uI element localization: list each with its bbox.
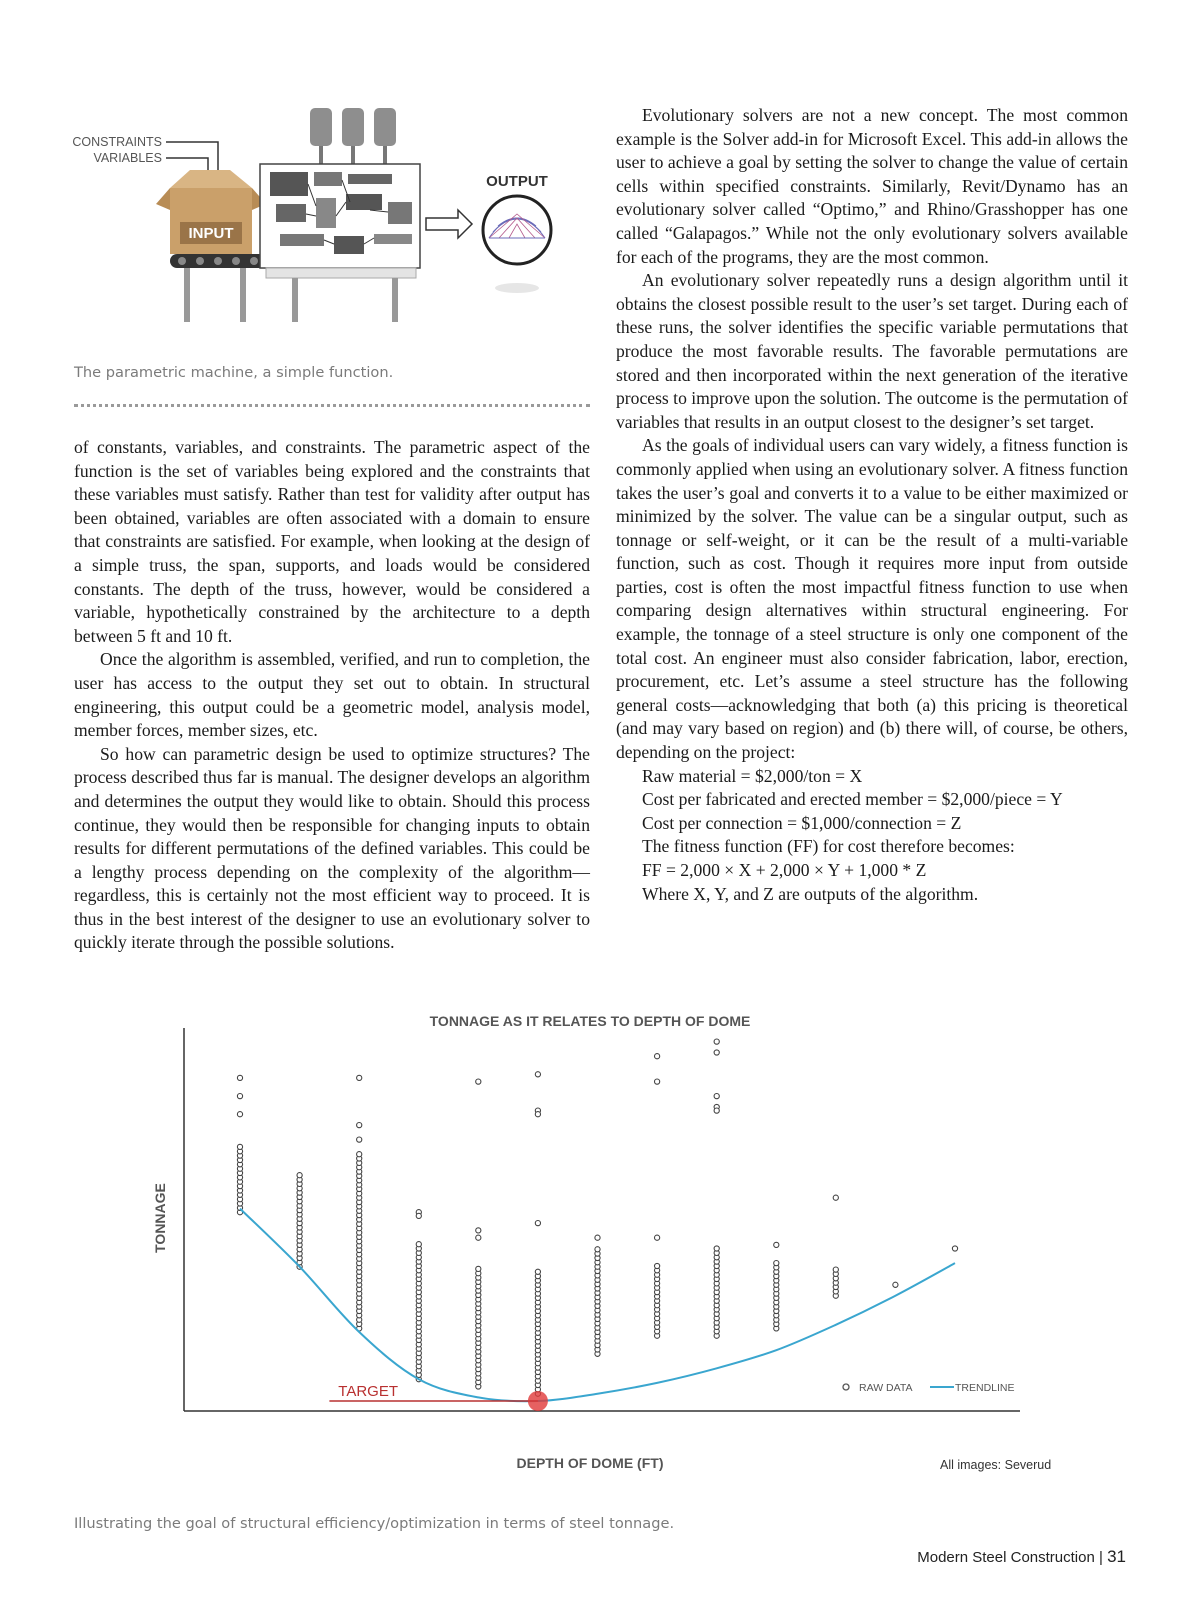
dotted-divider [74, 404, 590, 407]
algorithm-machine [260, 164, 420, 322]
paragraph: An evolutionary solver repeatedly runs a design algorithm until it obtains the closest possible result to the user’s set target. During each of these runs, the solver identifies the specific variable permutations that produce the most favorable results. The favorable permutations are stored and then incorporated within the next generation of the iterative process to improve upon the solution. The outcome is the permutation of variables that results in an output closest to the designer’s set target. [616, 270, 1128, 432]
paragraph: of constants, variables, and constraints. The parametric aspect of the function is the set of variables being explored and the constraints that these variables must satisfy. Rather than test for validity after output has been obtained, variables are often associated with a domain to ensure that constraints are satisfied. For example, when looking at the design of a simple truss, the span, supports, and loads would be considered constants. The depth of the truss, however, would be considered a variable, hypothetically constrained by the architecture to a depth between 5 ft and 10 ft. [74, 437, 590, 646]
output-label: OUTPUT [486, 173, 548, 190]
legend-raw-data-icon [843, 1384, 849, 1390]
parametric-machine-figure [70, 106, 600, 346]
variables-label: VARIABLES [93, 151, 162, 165]
processor-cylinders [310, 108, 396, 166]
raw-data-point [476, 1266, 481, 1271]
target-label: TARGET [338, 1383, 399, 1400]
raw-data-point [655, 1235, 660, 1240]
raw-data-point [535, 1221, 540, 1226]
target-marker [528, 1391, 548, 1411]
raw-data-point [774, 1261, 779, 1266]
figure2-caption: Illustrating the goal of structural efficiency/optimization in terms of steel tonnage. [74, 1515, 675, 1532]
raw-data-point [714, 1050, 719, 1055]
raw-data-point [714, 1039, 719, 1044]
raw-data-point [476, 1228, 481, 1233]
raw-data-point [535, 1269, 540, 1274]
cost-line: FF = 2,000 × X + 2,000 × Y + 1,000 * Z [642, 860, 927, 880]
page-number: 31 [1107, 1547, 1126, 1566]
raw-data-point [655, 1079, 660, 1084]
raw-data-point [655, 1263, 660, 1268]
raw-data-point [893, 1282, 898, 1287]
paragraph: So how can parametric design be used to optimize structures? The process described thus far is manual. The designer develops an algorithm and determines the output they would like to obtain. Should this process continue, they would then be responsible for changing inputs to obtain results for different permutations of the defined variables. This could be a lengthy process depending on the complexity of the algorithm—regardless, this is certainly not the most efficient way to proceed. It is thus in the best interest of the designer to use an evolutionary solver to quickly iterate through the possible solutions. [74, 743, 590, 953]
legend-raw-data-label: RAW DATA [859, 1382, 913, 1394]
input-label: INPUT [188, 225, 234, 242]
raw-data-point [535, 1112, 540, 1117]
raw-data-point [476, 1235, 481, 1240]
raw-data-point [237, 1094, 242, 1099]
raw-data-point [535, 1072, 540, 1077]
raw-data-point [476, 1079, 481, 1084]
legend-trendline-label: TRENDLINE [955, 1382, 1015, 1394]
raw-data-point [416, 1213, 421, 1218]
figure1-caption: The parametric machine, a simple function. [74, 364, 394, 381]
raw-data-point [833, 1267, 838, 1272]
chart-title: TONNAGE AS IT RELATES TO DEPTH OF DOME [429, 1013, 751, 1029]
left-column [74, 436, 590, 955]
paragraph: As the goals of individual users can vary widely, a fitness function is commonly applied when using an evolutionary solver. A fitness function takes the user’s goal and converts it to a value to be either maximized or minimized by the solver. The value can be a singular output, such as tonnage or self-weight, or it can be the result of a multi-variable function, such as cost. Though it requires more input from outside parties, cost is often the most impactful fitness function to use when comparing design alternatives within structural engineering. For example, the tonnage of a steel structure is only one component of the total cost. An engineer must also consider fabrication, labor, erection, procurement, etc. Let’s assume a steel structure has the following general costs—acknowledging that both (a) this pricing is theoretical (and may vary based on region) and (b) there will, of course, be others, depending on the project: [616, 435, 1128, 763]
cost-line: Raw material = $2,000/ton = X [642, 765, 863, 786]
raw-data-point [714, 1094, 719, 1099]
y-axis-label: TONNAGE [152, 1183, 168, 1253]
paragraph: Once the algorithm is assembled, verified, and run to completion, the user has access to the output they set out to obtain. In structural engineering, this output could be a geometric model, analysis model, member forces, member sizes, etc. [74, 649, 590, 741]
publication-name: Modern Steel Construction [917, 1549, 1095, 1566]
tonnage-chart [140, 1008, 1070, 1498]
raw-data-point [237, 1075, 242, 1080]
raw-data-point [833, 1195, 838, 1200]
cost-line: Cost per connection = $1,000/connection = Z [642, 812, 962, 833]
raw-data-point [595, 1247, 600, 1252]
raw-data-point [297, 1173, 302, 1178]
page-footer [917, 1547, 1126, 1567]
raw-data-point [952, 1246, 957, 1251]
raw-data-point [357, 1137, 362, 1142]
raw-data-point [714, 1108, 719, 1113]
raw-data-point [774, 1242, 779, 1247]
arrow-right-icon [426, 210, 472, 238]
raw-data-point [357, 1123, 362, 1128]
dome-output-icon [483, 196, 551, 293]
cost-line: Cost per fabricated and erected member = $2,000/piece = Y [642, 789, 1063, 810]
raw-data-point [714, 1246, 719, 1251]
raw-data-points [237, 1039, 957, 1396]
raw-data-point [416, 1242, 421, 1247]
raw-data-point [237, 1112, 242, 1117]
image-credit: All images: Severud [940, 1458, 1052, 1472]
raw-data-point [237, 1144, 242, 1149]
constraints-label: CONSTRAINTS [72, 135, 162, 149]
chart-legend [843, 1382, 1015, 1394]
raw-data-point [595, 1235, 600, 1240]
cost-line: Where X, Y, and Z are outputs of the algorithm. [642, 883, 979, 904]
right-column [616, 104, 1128, 906]
x-axis-label: DEPTH OF DOME (FT) [516, 1455, 664, 1471]
cost-line: The fitness function (FF) for cost therefore becomes: [642, 836, 1015, 857]
paragraph: Evolutionary solvers are not a new concept. The most common example is the Solver add-in for Microsoft Excel. This add-in allows the user to achieve a goal by setting the solver to change the value of certain cells within specified constraints. Similarly, Revit/Dynamo has an evolutionary solver called “Optimo,” and Rhino/Grasshopper has one called “Galapagos.” While not the only evolutionary solvers available for each of the programs, they are the most common. [616, 105, 1128, 267]
raw-data-point [357, 1075, 362, 1080]
raw-data-point [655, 1054, 660, 1059]
conveyor-belt [170, 254, 266, 322]
footer-separator: | [1099, 1549, 1103, 1566]
raw-data-point [357, 1152, 362, 1157]
